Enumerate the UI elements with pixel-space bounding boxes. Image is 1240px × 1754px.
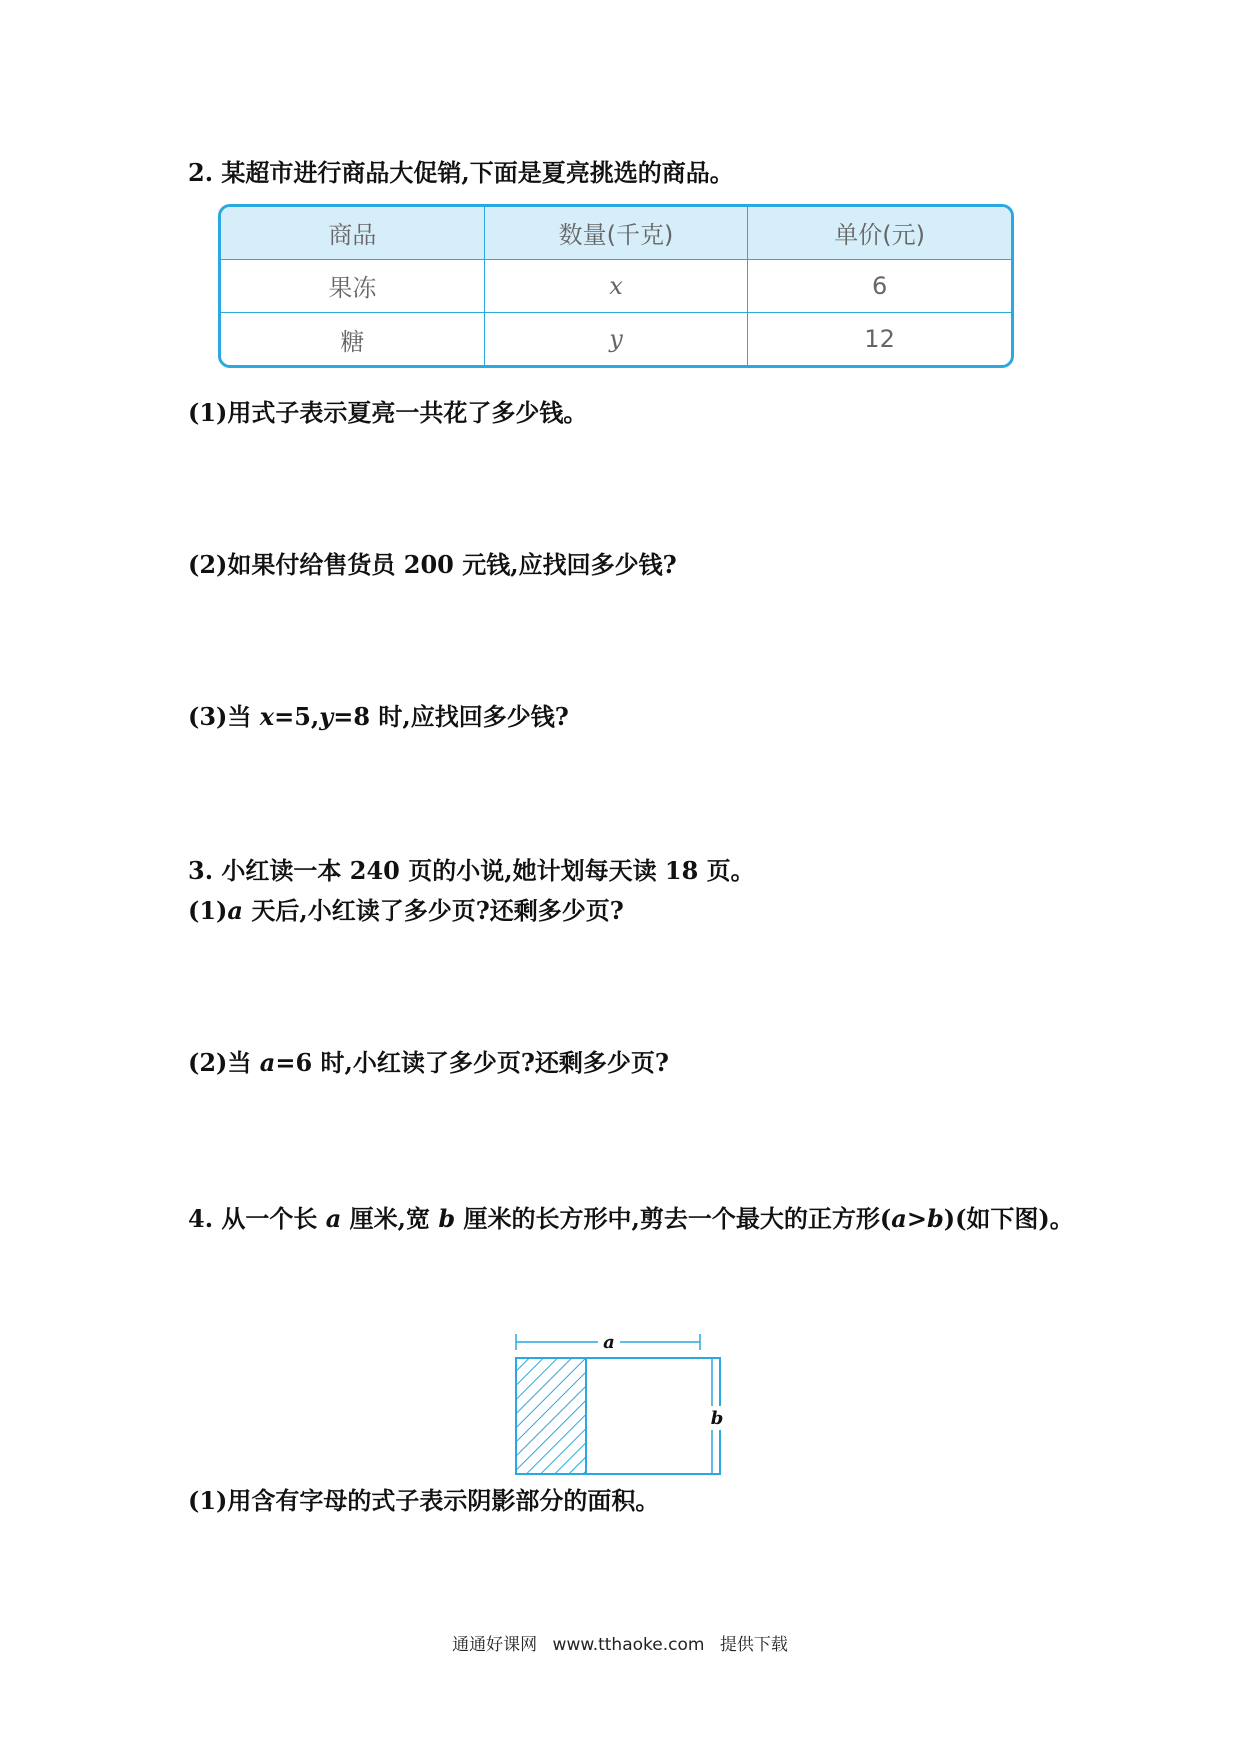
rectangle-figure — [510, 1320, 730, 1480]
q3-title: 3. 小红读一本 240 页的小说,她计划每天读 18 页。 — [188, 856, 755, 885]
gt-symbol: > — [906, 1204, 927, 1233]
label-a: a — [603, 1332, 615, 1353]
q4-title-text: 厘米,宽 — [341, 1204, 439, 1233]
var-b: b — [438, 1204, 456, 1233]
page-footer — [0, 1630, 1240, 1655]
q4-title-text: 厘米的长方形中,剪去一个最大的正方形( — [455, 1204, 892, 1233]
table-header-row — [221, 207, 1011, 259]
table-header-cell: 商品 — [221, 207, 484, 259]
shaded-square — [516, 1358, 586, 1474]
footer-url[interactable]: www.tthaoke.com — [552, 1635, 705, 1655]
label-b: b — [710, 1408, 724, 1429]
q3-sub1-suffix: 天后,小红读了多少页?还剩多少页? — [242, 896, 624, 925]
var-a: a — [259, 1048, 276, 1077]
table-row — [221, 313, 1011, 365]
table-cell: 糖 — [221, 313, 484, 365]
q2-goods-table — [218, 204, 1014, 368]
q2-sub2: (2)如果付给售货员 200 元钱,应找回多少钱? — [188, 550, 677, 579]
var-a: a — [891, 1204, 907, 1233]
q4-title-line1 — [188, 1202, 1074, 1236]
q3-sub2-prefix: (2)当 — [188, 1048, 260, 1077]
q3-sub2-suffix: =6 时,小红读了多少页?还剩多少页? — [275, 1048, 669, 1077]
var-a: a — [325, 1204, 342, 1233]
q2-sub3-suffix: =8 时,应找回多少钱? — [333, 702, 569, 731]
table-cell: y — [484, 313, 747, 365]
q3-sub2 — [188, 1046, 669, 1080]
q2-title: 2. 某超市进行商品大促销,下面是夏亮挑选的商品。 — [188, 158, 734, 187]
table-row — [221, 259, 1011, 312]
var-b: b — [926, 1204, 944, 1233]
q4-sub1: (1)用含有字母的式子表示阴影部分的面积。 — [188, 1486, 660, 1515]
q2-sub3-eq-x: =5, — [274, 702, 320, 731]
var-x: x — [259, 702, 275, 731]
table-header-cell: 数量(千克) — [484, 207, 747, 259]
footer-site-name: 通通好课网 — [452, 1635, 538, 1655]
table-cell: 果冻 — [221, 259, 484, 312]
q2-sub1: (1)用式子表示夏亮一共花了多少钱。 — [188, 398, 588, 427]
q2-sub3-prefix: (3)当 — [188, 702, 260, 731]
q3-sub1-prefix: (1) — [188, 896, 228, 925]
q2-sub3 — [188, 700, 569, 734]
q4-title-text: 4. 从一个长 — [188, 1204, 326, 1233]
q3-sub1 — [188, 894, 624, 928]
var-y: y — [319, 702, 334, 731]
var-a: a — [227, 896, 243, 925]
table-cell: x — [484, 259, 747, 312]
q4-title-text: )(如下图)。 — [943, 1204, 1074, 1233]
table-cell: 12 — [748, 313, 1011, 365]
table-header-cell: 单价(元) — [748, 207, 1011, 259]
table-cell: 6 — [748, 259, 1011, 312]
footer-suffix: 提供下载 — [719, 1635, 788, 1655]
